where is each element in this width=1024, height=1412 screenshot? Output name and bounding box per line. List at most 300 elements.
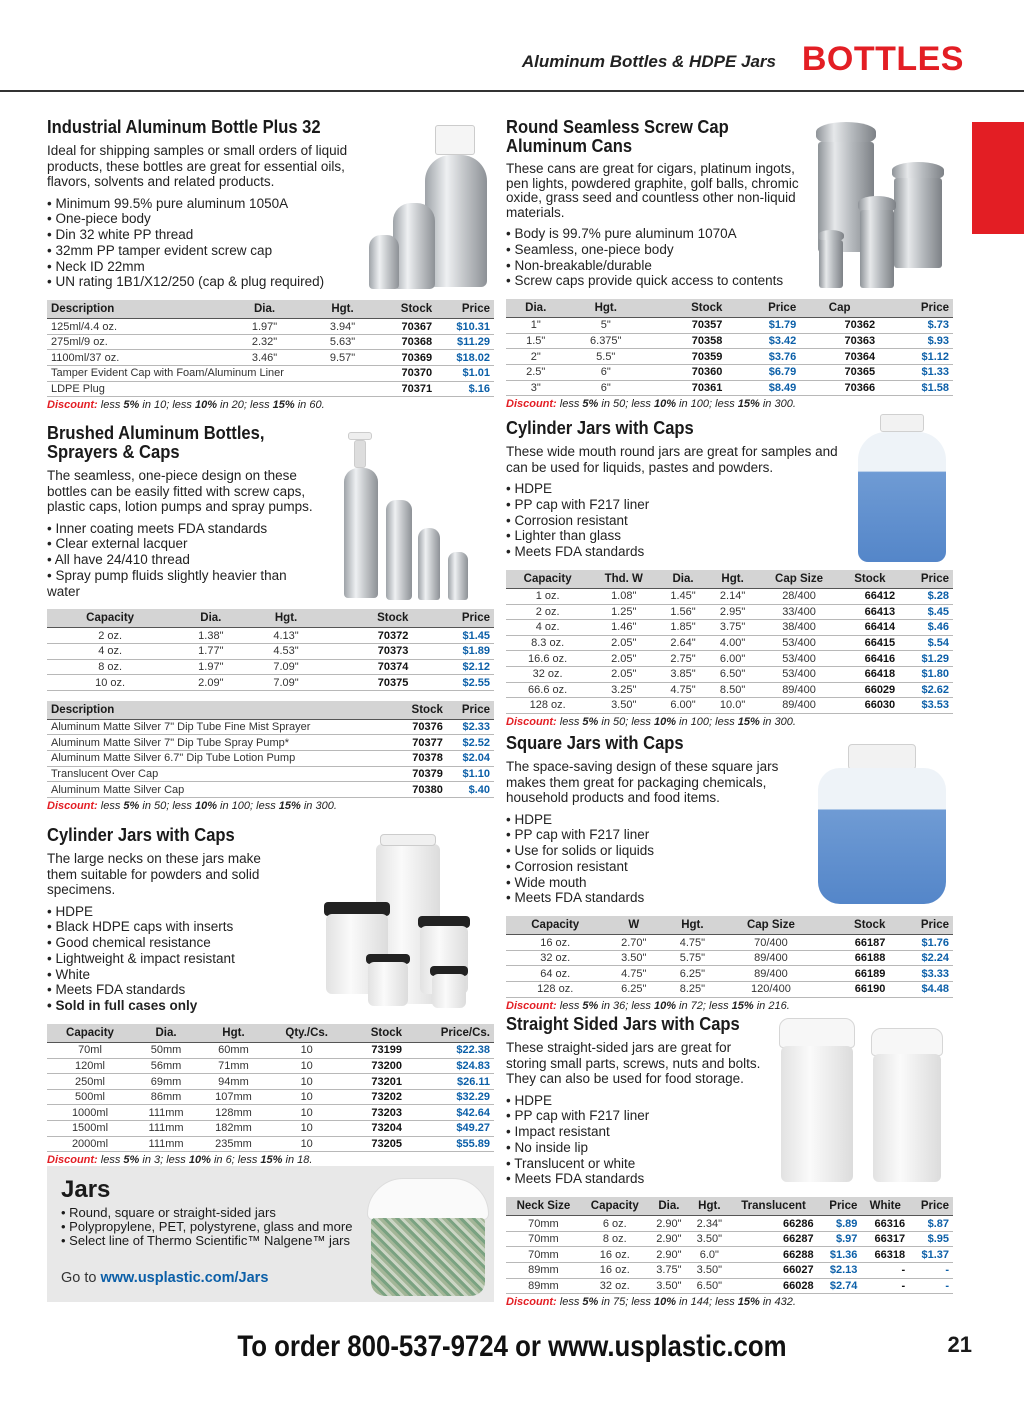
table-body	[506, 1216, 953, 1294]
table-cell: 7.09"	[248, 675, 323, 691]
table-cell: 70373	[324, 644, 413, 660]
column-header: Stock	[324, 609, 413, 628]
column-header: Price	[879, 299, 953, 318]
section-description: These cans are great for cigars, platinum ingots, pen lights, powdered graphite, golf balls, chromic oxide, grass seed and countless other non-liquid materials.	[506, 161, 799, 220]
table-cell: $1.12	[879, 349, 953, 365]
column-header: Hgt.	[199, 1024, 268, 1043]
table-row	[506, 620, 953, 636]
table-cell: $1.37	[909, 1247, 953, 1263]
table-cell: Aluminum Matte Silver Cap	[47, 782, 396, 798]
table-cell: $2.52	[447, 735, 494, 751]
table-cell: $55.89	[406, 1136, 494, 1152]
square-jar-image	[812, 744, 952, 904]
table-row	[506, 349, 953, 365]
discount-text: in 75; less	[598, 1296, 654, 1309]
discount-text: 10%	[653, 715, 676, 728]
table-cell: 8.50"	[708, 682, 758, 698]
table-cell: 6.00"	[658, 698, 708, 714]
header-subtitle: Aluminum Bottles & HDPE Jars	[521, 52, 776, 71]
discount-text: in 36; less	[598, 999, 654, 1012]
table-cell: $1.80	[899, 666, 953, 682]
discount-text: 5%	[582, 999, 599, 1012]
discount-text: in 300.	[759, 398, 796, 411]
table-cell: 66414	[841, 620, 900, 636]
discount-text: 5%	[123, 799, 140, 812]
section-title-line2: Aluminum Cans	[506, 136, 633, 156]
table-cell: 32 oz.	[581, 1278, 649, 1294]
table-cell: $2.04	[447, 751, 494, 767]
column-header: Description	[47, 701, 396, 720]
table-cell: $.40	[447, 782, 494, 798]
table-cell: 1.25"	[589, 604, 658, 620]
discount-text: 15%	[260, 1154, 283, 1167]
table-cell: 70360	[646, 364, 726, 380]
discount-text: in 72; less	[676, 999, 732, 1012]
table-row	[47, 381, 494, 397]
table-cell: 4.00"	[708, 635, 758, 651]
accessory-table	[47, 701, 494, 798]
discount-text: in 20; less	[217, 399, 273, 412]
column-header: Price	[447, 701, 494, 720]
table-cell: 1.08"	[589, 588, 658, 604]
bullet-item: • Good chemical resistance	[47, 935, 494, 951]
product-table	[506, 1197, 953, 1294]
table-cell: 73205	[346, 1136, 406, 1152]
column-header: Price	[818, 1197, 862, 1216]
section-title: Straight Sided Jars with Caps	[506, 1014, 740, 1034]
product-table	[47, 300, 494, 397]
section-tab	[972, 122, 1024, 234]
column-header: Price	[909, 1197, 953, 1216]
table-row	[47, 366, 494, 382]
table-cell: 3.85"	[658, 666, 708, 682]
table-row	[47, 782, 494, 798]
column-header: Price	[726, 299, 800, 318]
column-header: Dia.	[173, 609, 248, 628]
table-cell: 71mm	[199, 1058, 268, 1074]
column-header: Hgt.	[248, 609, 323, 628]
section-title: Industrial Aluminum Bottle Plus 32	[47, 117, 321, 137]
table-cell: $1.01	[436, 366, 494, 382]
table-cell: 3.94"	[304, 319, 382, 335]
table-cell: 111mm	[133, 1105, 199, 1121]
bullet-item: • HDPE	[47, 904, 494, 920]
table-row	[506, 935, 953, 951]
brushed-bottles-image	[330, 432, 495, 602]
table-cell: $4.48	[889, 982, 953, 998]
table-cell: 1.97"	[226, 319, 304, 335]
header-title: BOTTLES	[801, 40, 964, 78]
table-cell: 275ml/9 oz.	[47, 334, 226, 350]
discount-note	[47, 800, 494, 812]
discount-text: 10%	[653, 999, 676, 1012]
table-header	[506, 299, 953, 318]
column-header: Capacity	[581, 1197, 649, 1216]
promo-link-line	[61, 1270, 268, 1286]
table-header	[47, 609, 494, 628]
bullet-item: • PP cap with F217 liner	[506, 497, 953, 513]
table-cell: 66286	[730, 1216, 818, 1232]
table-cell: $1.79	[726, 318, 800, 334]
discount-text: in 432.	[759, 1296, 796, 1309]
table-row	[47, 675, 494, 691]
table-cell: 2.90"	[649, 1231, 689, 1247]
table-cell: -	[861, 1263, 909, 1279]
bullet-item: • HDPE	[506, 1093, 953, 1109]
discount-text: in 6; less	[210, 1154, 261, 1167]
table-cell: LDPE Plug	[47, 381, 382, 397]
table-row	[47, 334, 494, 350]
discount-text: in 100; less	[676, 715, 738, 728]
table-cell: 70361	[646, 380, 726, 396]
table-header	[47, 1024, 494, 1043]
table-cell: $10.31	[436, 319, 494, 335]
table-cell: 60mm	[199, 1043, 268, 1059]
table-cell: 4.75"	[663, 935, 722, 951]
column-header: Dia.	[658, 570, 708, 589]
table-row	[506, 682, 953, 698]
table-cell: 89/400	[722, 950, 820, 966]
bullet-item: • PP cap with F217 liner	[506, 827, 953, 843]
table-cell: 125ml/4.4 oz.	[47, 319, 226, 335]
table-cell: 73200	[346, 1058, 406, 1074]
table-row	[47, 319, 494, 335]
table-cell: 64 oz.	[506, 966, 604, 982]
table-cell: 70370	[382, 366, 437, 382]
bullet-item: • Screw caps provide quick access to contents	[506, 273, 953, 289]
table-cell: 2.34"	[689, 1216, 729, 1232]
discount-text: in 18.	[282, 1154, 313, 1167]
table-cell: 1000ml	[47, 1105, 133, 1121]
bullet-item: • Meets FDA standards	[506, 890, 953, 906]
table-cell: $3.53	[899, 698, 953, 714]
table-cell: $1.33	[879, 364, 953, 380]
bullet-item: • White	[47, 967, 494, 983]
table-body	[47, 628, 494, 690]
table-cell: 6.0"	[689, 1247, 729, 1263]
table-cell: 32 oz.	[506, 666, 589, 682]
column-header: Stock	[382, 300, 437, 319]
table-cell: $.28	[899, 588, 953, 604]
column-header: Stock	[820, 916, 889, 935]
table-cell: 16 oz.	[506, 935, 604, 951]
table-cell: Aluminum Matte Silver 6.7" Dip Tube Lotion Pump	[47, 751, 396, 767]
table-row	[47, 659, 494, 675]
table-cell: 182mm	[199, 1121, 268, 1137]
table-header	[47, 701, 494, 720]
bullet-item: • PP cap with F217 liner	[506, 1108, 953, 1124]
table-cell: 66028	[730, 1278, 818, 1294]
straight-jars-image	[775, 1018, 950, 1186]
discount-text: in 3; less	[139, 1154, 189, 1167]
bullet-item: • Meets FDA standards	[506, 1171, 953, 1187]
table-header	[506, 570, 953, 589]
table-row	[47, 1043, 494, 1059]
table-row	[506, 380, 953, 396]
table-cell: 10 oz.	[47, 675, 173, 691]
table-cell: 4.13"	[248, 628, 323, 644]
discount-note	[506, 1000, 953, 1012]
table-cell: 66.6 oz.	[506, 682, 589, 698]
table-cell: 10	[268, 1089, 346, 1105]
table-cell: 38/400	[757, 620, 840, 636]
table-row	[47, 719, 494, 735]
table-cell: 70359	[646, 349, 726, 365]
column-header: Hgt.	[565, 299, 646, 318]
discount-note	[47, 399, 494, 411]
table-cell: 128 oz.	[506, 698, 589, 714]
column-header: Capacity	[506, 570, 589, 589]
column-header: Price/Cs.	[406, 1024, 494, 1043]
discount-text: in 50; less	[598, 715, 654, 728]
table-cell: 120/400	[722, 982, 820, 998]
jars-link[interactable]: www.usplastic.com/Jars	[100, 1270, 269, 1286]
column-header: Capacity	[47, 1024, 133, 1043]
table-row	[506, 1231, 953, 1247]
table-cell: 70mm	[506, 1216, 581, 1232]
table-row	[47, 1121, 494, 1137]
table-cell: 2.75"	[658, 651, 708, 667]
table-cell: 3.50"	[689, 1231, 729, 1247]
table-cell: 500ml	[47, 1089, 133, 1105]
table-cell: $6.79	[726, 364, 800, 380]
table-cell: 2 oz.	[47, 628, 173, 644]
table-cell: 66316	[861, 1216, 909, 1232]
discount-text: in 50; less	[139, 799, 195, 812]
table-cell: $2.55	[412, 675, 494, 691]
aluminum-bottle-image	[365, 125, 495, 290]
table-row	[47, 751, 494, 767]
product-table	[506, 299, 953, 396]
table-cell: 66317	[861, 1231, 909, 1247]
table-cell: 33/400	[757, 604, 840, 620]
table-cell: 4 oz.	[506, 620, 589, 636]
discount-label: Discount:	[506, 1296, 557, 1309]
table-cell: 6"	[565, 364, 646, 380]
table-row	[506, 698, 953, 714]
table-cell: 2.5"	[506, 364, 565, 380]
table-row	[506, 950, 953, 966]
discount-text: in 100; less	[676, 398, 738, 411]
header-rule	[0, 90, 1024, 92]
table-row	[47, 1058, 494, 1074]
section-description: The large necks on these jars make them suitable for powders and solid specimens.	[47, 851, 261, 897]
table-cell: 2.05"	[589, 666, 658, 682]
column-header: Neck Size	[506, 1197, 581, 1216]
table-cell: 53/400	[757, 666, 840, 682]
discount-text: 10%	[194, 399, 217, 412]
table-cell: 6.25"	[604, 982, 663, 998]
table-cell: 10	[268, 1043, 346, 1059]
section-description: Ideal for shipping samples or small orders of liquid products, these bottles are great for essential oils, flavors, solvents and related products.	[47, 143, 348, 189]
column-header: Dia.	[133, 1024, 199, 1043]
table-cell: $2.12	[412, 659, 494, 675]
bullet-item: • Meets FDA standards	[506, 544, 953, 560]
discount-note	[506, 1296, 953, 1308]
table-cell: 1.85"	[658, 620, 708, 636]
table-row	[506, 1278, 953, 1294]
bullet-item: • Sold in full cases only	[47, 998, 494, 1014]
table-row	[506, 333, 953, 349]
table-header	[506, 916, 953, 935]
table-cell: 70mm	[506, 1247, 581, 1263]
table-cell: 3.50"	[604, 950, 663, 966]
table-cell: 128mm	[199, 1105, 268, 1121]
discount-text: 10%	[653, 398, 676, 411]
table-cell: 5.75"	[663, 950, 722, 966]
discount-label: Discount:	[47, 1154, 98, 1167]
bullet-item: • Seamless, one-piece body	[506, 242, 953, 258]
table-cell: 128 oz.	[506, 982, 604, 998]
table-row	[506, 318, 953, 334]
bullet-item: • UN rating 1B1/X12/250 (cap & plug required)	[47, 274, 494, 290]
table-cell: 2.95"	[708, 604, 758, 620]
bullet-item: • Polypropylene, PET, polystyrene, glass and more	[61, 1220, 352, 1234]
table-cell: 70379	[396, 766, 447, 782]
discount-text: 10%	[188, 1154, 211, 1167]
discount-text: in 216.	[753, 999, 790, 1012]
table-cell: $18.02	[436, 350, 494, 366]
discount-label: Discount:	[47, 799, 98, 812]
column-header: Cap Size	[757, 570, 840, 589]
table-cell: 10	[268, 1074, 346, 1090]
discount-text: in 300.	[300, 799, 337, 812]
table-cell: 2.14"	[708, 588, 758, 604]
promo-title: Jars	[61, 1176, 111, 1203]
column-header: White	[861, 1197, 909, 1216]
discount-text: in 60.	[294, 399, 325, 412]
discount-note	[506, 398, 953, 410]
discount-text: less	[556, 1296, 583, 1309]
table-cell: 70378	[396, 751, 447, 767]
table-cell: 73204	[346, 1121, 406, 1137]
table-cell: 73199	[346, 1043, 406, 1059]
table-cell: 66288	[730, 1247, 818, 1263]
table-cell: 1.5"	[506, 333, 565, 349]
table-cell: 53/400	[757, 635, 840, 651]
table-cell: -	[861, 1278, 909, 1294]
table-cell: 66189	[820, 966, 889, 982]
table-cell: 3"	[506, 380, 565, 396]
table-cell: $22.38	[406, 1043, 494, 1059]
table-cell: 2.90"	[649, 1247, 689, 1263]
table-cell: Aluminum Matte Silver 7" Dip Tube Spray Pump*	[47, 735, 396, 751]
table-cell: $3.42	[726, 333, 800, 349]
bullet-item: • Wide mouth	[506, 875, 953, 891]
table-cell: 70365	[800, 364, 879, 380]
table-cell: $42.64	[406, 1105, 494, 1121]
table-cell: $2.13	[818, 1263, 862, 1279]
table-cell: 6.00"	[708, 651, 758, 667]
table-cell: 4.75"	[658, 682, 708, 698]
table-cell: 70mm	[506, 1231, 581, 1247]
discount-text: in 10; less	[139, 399, 195, 412]
bullet-item: • 32mm PP tamper evident screw cap	[47, 243, 494, 259]
discount-text: less	[97, 799, 124, 812]
table-cell: $1.89	[412, 644, 494, 660]
discount-note	[506, 716, 953, 728]
table-cell: 1.56"	[658, 604, 708, 620]
table-cell: $32.29	[406, 1089, 494, 1105]
discount-text: in 144; less	[676, 1296, 738, 1309]
table-cell: 73202	[346, 1089, 406, 1105]
table-cell: 3.75"	[649, 1263, 689, 1279]
white-jars-image	[318, 830, 493, 1015]
table-cell: 89/400	[757, 698, 840, 714]
promo-list	[61, 1206, 352, 1248]
table-cell: 3.46"	[226, 350, 304, 366]
table-row	[506, 1247, 953, 1263]
discount-text: 15%	[272, 399, 295, 412]
column-header: Hgt.	[304, 300, 382, 319]
table-header	[506, 1197, 953, 1216]
section-description: The space-saving design of these square jars makes them great for packaging chemicals, household products and food items.	[506, 759, 779, 805]
discount-text: less	[556, 999, 583, 1012]
discount-text: in 300.	[759, 715, 796, 728]
discount-text: less	[556, 715, 583, 728]
bullet-item: • Translucent or white	[506, 1156, 953, 1172]
table-cell: $1.10	[447, 766, 494, 782]
discount-text: less	[97, 399, 124, 412]
bullet-item: • No inside lip	[506, 1140, 953, 1156]
table-cell: 8 oz.	[47, 659, 173, 675]
table-cell: -	[909, 1278, 953, 1294]
table-cell: $.95	[909, 1231, 953, 1247]
table-cell: $.46	[899, 620, 953, 636]
table-cell: 89/400	[722, 966, 820, 982]
table-cell: 235mm	[199, 1136, 268, 1152]
discount-text: 15%	[737, 1296, 760, 1309]
table-cell: 8.25"	[663, 982, 722, 998]
table-cell: $49.27	[406, 1121, 494, 1137]
section-title: Cylinder Jars with Caps	[506, 418, 694, 438]
page-number: 21	[947, 1332, 972, 1357]
table-cell: 32 oz.	[506, 950, 604, 966]
promo-link-prefix: Go to	[61, 1270, 97, 1286]
table-cell: 2.32"	[226, 334, 304, 350]
table-cell: 1 oz.	[506, 588, 589, 604]
product-table	[506, 570, 953, 714]
table-cell: 3.50"	[689, 1263, 729, 1279]
table-cell: 70/400	[722, 935, 820, 951]
table-cell: 6.50"	[708, 666, 758, 682]
table-cell: 250ml	[47, 1074, 133, 1090]
table-row	[47, 1089, 494, 1105]
feature-list	[47, 521, 312, 600]
table-cell: Tamper Evident Cap with Foam/Aluminum Liner	[47, 366, 382, 382]
column-header: Dia.	[506, 299, 565, 318]
table-cell: $3.76	[726, 349, 800, 365]
table-body	[47, 719, 494, 797]
round-jar-image	[856, 414, 948, 564]
table-cell: 56mm	[133, 1058, 199, 1074]
table-cell: 70376	[396, 719, 447, 735]
table-cell: $1.76	[889, 935, 953, 951]
table-cell: 70366	[800, 380, 879, 396]
discount-text: 5%	[123, 399, 140, 412]
table-cell: $.89	[818, 1216, 862, 1232]
table-cell: 89mm	[506, 1278, 581, 1294]
jars-promo-box	[47, 1166, 494, 1302]
table-row	[506, 982, 953, 998]
discount-note	[47, 1154, 494, 1166]
column-header: Hgt.	[663, 916, 722, 935]
table-cell: 66412	[841, 588, 900, 604]
table-cell: 3.50"	[589, 698, 658, 714]
column-header: Capacity	[506, 916, 604, 935]
table-cell: 66415	[841, 635, 900, 651]
table-cell: 94mm	[199, 1074, 268, 1090]
